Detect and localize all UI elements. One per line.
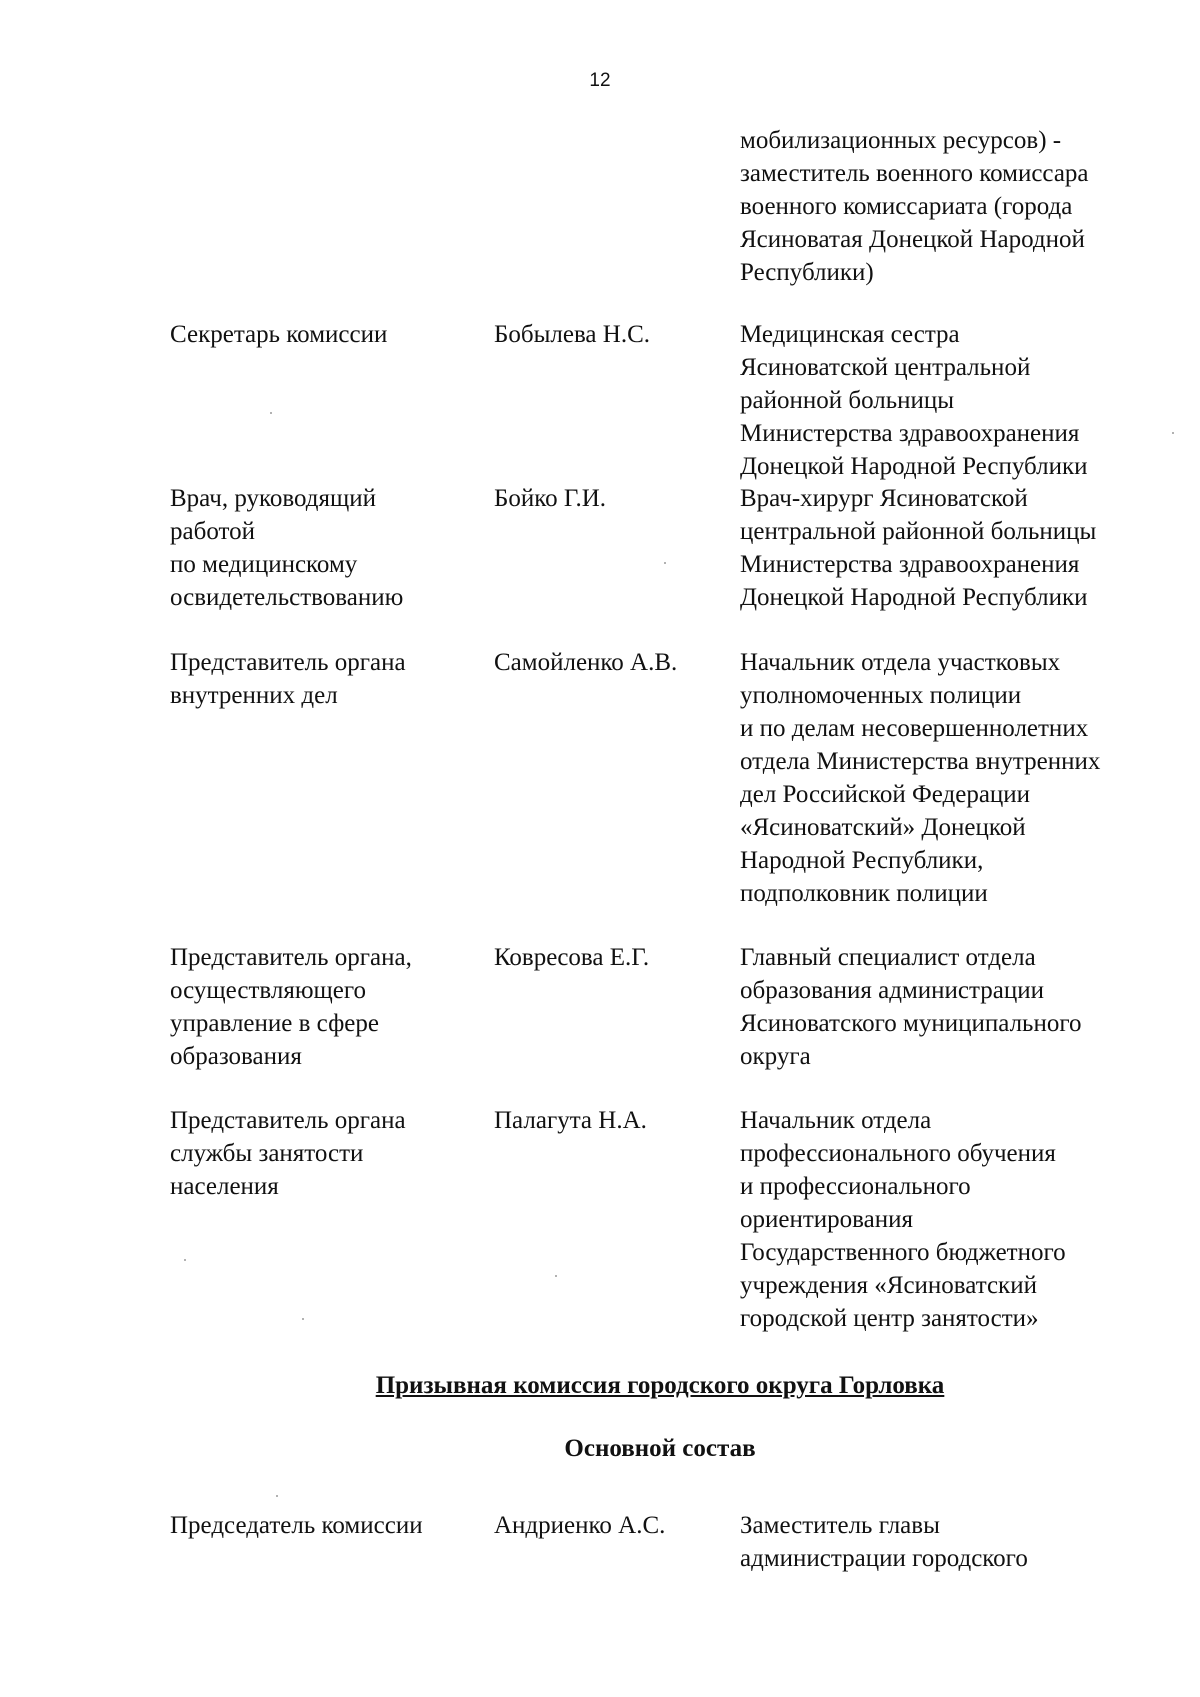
scan-speck <box>184 1259 186 1261</box>
member-role <box>170 646 406 712</box>
text-line: Народной Республики, <box>740 847 984 874</box>
text-line: Начальник отдела участковых <box>740 649 1061 676</box>
text-line: учреждения «Ясиноватский <box>740 1272 1037 1299</box>
text-line: «Ясиноватский» Донецкой <box>740 814 1026 841</box>
scan-speck <box>276 1495 278 1497</box>
text-line: освидетельствованию <box>170 584 404 611</box>
text-line: и по делам несовершеннолетних <box>740 715 1089 742</box>
text-line: округа <box>740 1043 811 1070</box>
text-line: городской центр занятости» <box>740 1305 1039 1332</box>
text-line: Секретарь комиссии <box>170 321 388 348</box>
chair-role <box>170 1509 423 1542</box>
scan-speck <box>664 562 666 564</box>
text-line: Ясиноватской центральной <box>740 354 1031 381</box>
text-line: Представитель органа <box>170 1107 406 1134</box>
text-line: Министерства здравоохранения <box>740 420 1080 447</box>
text-line: Республики) <box>740 259 874 286</box>
text-line: внутренних дел <box>170 682 338 709</box>
text-line: Министерства здравоохранения <box>740 551 1080 578</box>
member-name: Палагута Н.А. <box>494 1107 647 1134</box>
text-line: заместитель военного комиссара <box>740 160 1089 187</box>
text-line: Ясиноватского муниципального <box>740 1010 1082 1037</box>
section-title: Призывная комиссия городского округа Горловка <box>375 1372 945 1399</box>
text-line: образования администрации <box>740 977 1044 1004</box>
text-line: Ясиноватая Донецкой Народной <box>740 226 1085 253</box>
scan-speck <box>270 412 272 414</box>
text-line: администрации городского <box>740 1545 1028 1572</box>
member-position <box>740 941 1081 1073</box>
text-line: Начальник отдела <box>740 1107 932 1134</box>
text-line: осуществляющего <box>170 977 366 1004</box>
member-position <box>740 482 1096 614</box>
continuation-position <box>740 124 1089 289</box>
text-line: образования <box>170 1043 302 1070</box>
text-line: мобилизационных ресурсов) - <box>740 127 1062 154</box>
member-position <box>740 318 1088 483</box>
scan-speck <box>302 1318 304 1320</box>
member-role <box>170 318 387 351</box>
text-line: по медицинскому <box>170 551 358 578</box>
text-line: Заместитель главы <box>740 1512 940 1539</box>
member-name: Бойко Г.И. <box>494 485 607 512</box>
page-number: 12 <box>589 70 611 91</box>
member-name: Самойленко А.В. <box>494 649 678 676</box>
text-line: Донецкой Народной Республики <box>740 584 1088 611</box>
member-role <box>170 1104 406 1203</box>
text-line: управление в сфере <box>170 1010 379 1037</box>
scan-speck <box>555 1275 557 1277</box>
text-line: уполномоченных полиции <box>740 682 1022 709</box>
text-line: профессионального обучения <box>740 1140 1056 1167</box>
text-line: ориентирования <box>740 1206 913 1233</box>
text-line: Председатель комиссии <box>170 1512 423 1539</box>
member-role <box>170 941 412 1073</box>
text-line: службы занятости <box>170 1140 364 1167</box>
text-line: Представитель органа, <box>170 944 412 971</box>
scan-speck <box>1172 432 1174 434</box>
member-role <box>170 482 403 614</box>
text-line: центральной районной больницы <box>740 518 1097 545</box>
text-line: Донецкой Народной Республики <box>740 453 1088 480</box>
text-line: военного комиссариата (города <box>740 193 1073 220</box>
text-line: Врач-хирург Ясиноватской <box>740 485 1028 512</box>
text-line: Государственного бюджетного <box>740 1239 1066 1266</box>
text-line: отдела Министерства внутренних <box>740 748 1101 775</box>
text-line: Представитель органа <box>170 649 406 676</box>
text-line: районной больницы <box>740 387 955 414</box>
member-position <box>740 1104 1066 1335</box>
text-line: подполковник полиции <box>740 880 988 907</box>
text-line: работой <box>170 518 255 545</box>
subsection-title: Основной состав <box>564 1435 756 1462</box>
member-name: Коврeсова Е.Г. <box>494 944 650 971</box>
member-name: Бобылева Н.С. <box>494 321 650 348</box>
chair-position <box>740 1509 1028 1575</box>
text-line: Врач, руководящий <box>170 485 377 512</box>
text-line: и профессионального <box>740 1173 971 1200</box>
text-line: населения <box>170 1173 279 1200</box>
text-line: Главный специалист отдела <box>740 944 1036 971</box>
member-position <box>740 646 1100 910</box>
text-line: Медицинская сестра <box>740 321 960 348</box>
chair-name: Андриенко А.С. <box>494 1512 666 1539</box>
text-line: дел Российской Федерации <box>740 781 1031 808</box>
